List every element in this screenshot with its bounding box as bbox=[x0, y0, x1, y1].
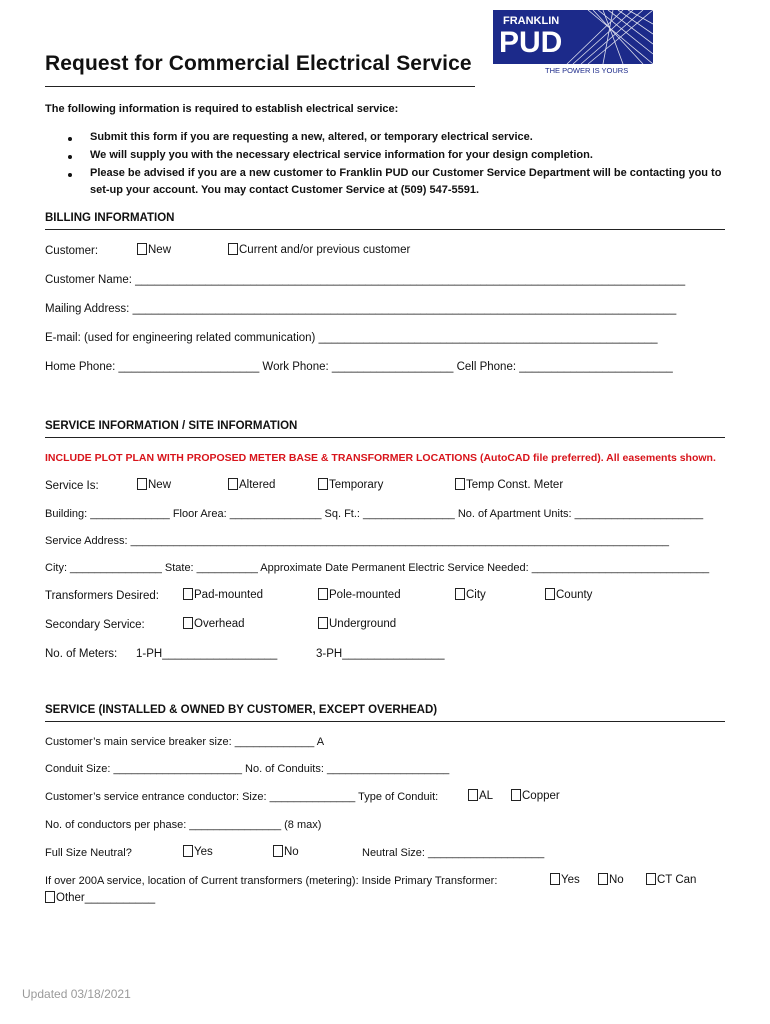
service-temporary-option[interactable] bbox=[318, 478, 383, 491]
ct-yes-checkbox[interactable] bbox=[550, 873, 560, 885]
bullet-dot bbox=[68, 173, 72, 177]
billing-rule bbox=[45, 229, 725, 230]
city-option[interactable] bbox=[455, 588, 486, 601]
service-temporary-label: Temporary bbox=[329, 479, 384, 491]
overhead-checkbox[interactable] bbox=[183, 617, 193, 629]
pad-mounted-option[interactable] bbox=[183, 588, 263, 601]
customer-new-label: New bbox=[148, 244, 172, 256]
neutral-label: Full Size Neutral? bbox=[45, 847, 132, 859]
mailing-address-field[interactable]: Mailing Address: _____________________________________________________________________________________ bbox=[45, 303, 677, 315]
neutral-no-label: No bbox=[284, 846, 299, 858]
neutral-yes-option[interactable] bbox=[183, 845, 213, 858]
ct-other-checkbox[interactable] bbox=[45, 891, 55, 903]
customer-current-checkbox[interactable] bbox=[228, 243, 238, 255]
conductor-field[interactable]: Customer’s service entrance conductor: Size: ______________ Type of Conduit: bbox=[45, 791, 439, 803]
bullet-1: Submit this form if you are requesting a new, altered, or temporary electrical service. bbox=[90, 131, 533, 143]
ct-other-label: Other___________ bbox=[56, 892, 156, 904]
service-new-label: New bbox=[148, 479, 172, 491]
title-underline bbox=[45, 86, 475, 87]
service-new-option[interactable] bbox=[137, 478, 171, 491]
service-temp-meter-option[interactable] bbox=[455, 478, 563, 491]
service-info-rule bbox=[45, 437, 725, 438]
conduit-fields[interactable]: Conduit Size: _____________________ No. of Conduits: ____________________ bbox=[45, 763, 450, 775]
bullet-dot bbox=[68, 155, 72, 159]
copper-label: Copper bbox=[522, 790, 560, 802]
conductors-per-phase-field[interactable]: No. of conductors per phase: _______________ (8 max) bbox=[45, 819, 322, 831]
plot-plan-note: INCLUDE PLOT PLAN WITH PROPOSED METER BASE & TRANSFORMER LOCATIONS (AutoCAD file preferred). All easements shown. bbox=[45, 452, 716, 464]
neutral-yes-checkbox[interactable] bbox=[183, 845, 193, 857]
ct-other-option[interactable] bbox=[45, 891, 155, 904]
pole-mounted-label: Pole-mounted bbox=[329, 589, 401, 601]
pad-mounted-label: Pad-mounted bbox=[194, 589, 264, 601]
copper-option[interactable] bbox=[511, 789, 560, 802]
bullet-3: Please be advised if you are a new customer to Franklin PUD our Customer Service Department will be contacting you to bbox=[90, 167, 722, 179]
ct-no-label: No bbox=[609, 874, 624, 886]
customer-current-option[interactable] bbox=[228, 243, 410, 256]
al-label: AL bbox=[479, 790, 494, 802]
ct-no-checkbox[interactable] bbox=[598, 873, 608, 885]
page-title: Request for Commercial Electrical Service bbox=[45, 52, 472, 75]
neutral-size-field[interactable]: Neutral Size: ___________________ bbox=[362, 847, 545, 859]
ct-no-option[interactable] bbox=[598, 873, 624, 886]
franklin-pud-logo bbox=[493, 10, 653, 76]
underground-option[interactable] bbox=[318, 617, 396, 630]
underground-checkbox[interactable] bbox=[318, 617, 328, 629]
service-altered-label: Altered bbox=[239, 479, 276, 491]
service-rule bbox=[45, 721, 725, 722]
one-ph-field[interactable]: 1-PH__________________ bbox=[136, 648, 278, 660]
logo-tagline: THE POWER IS YOURS bbox=[545, 66, 629, 75]
service-temp-meter-label: Temp Const. Meter bbox=[466, 479, 564, 491]
ct-location-label: If over 200A service, location of Current transformers (metering): Inside Primary Transformer: bbox=[45, 875, 498, 887]
bullet-2: We will supply you with the necessary electrical service information for your design completion. bbox=[90, 149, 593, 161]
bullet-dot bbox=[68, 137, 72, 141]
customer-name-field[interactable]: Customer Name: ______________________________________________________________________________________ bbox=[45, 274, 686, 286]
customer-new-checkbox[interactable] bbox=[137, 243, 147, 255]
underground-label: Underground bbox=[329, 618, 397, 630]
neutral-no-checkbox[interactable] bbox=[273, 845, 283, 857]
billing-header: BILLING INFORMATION bbox=[45, 212, 175, 224]
al-option[interactable] bbox=[468, 789, 493, 802]
neutral-yes-label: Yes bbox=[194, 846, 213, 858]
secondary-service-label: Secondary Service: bbox=[45, 619, 145, 631]
service-address-field[interactable]: Service Address: ________________________________________________________________________________________ bbox=[45, 535, 669, 547]
service-altered-option[interactable] bbox=[228, 478, 275, 491]
building-fields[interactable]: Building: _____________ Floor Area: _______________ Sq. Ft.: _______________ No. of Apartment Units: _____________________ bbox=[45, 508, 704, 520]
pole-mounted-option[interactable] bbox=[318, 588, 401, 601]
pole-mounted-checkbox[interactable] bbox=[318, 588, 328, 600]
meters-label: No. of Meters: bbox=[45, 648, 118, 660]
service-info-header: SERVICE INFORMATION / SITE INFORMATION bbox=[45, 420, 298, 432]
neutral-no-option[interactable] bbox=[273, 845, 299, 858]
overhead-option[interactable] bbox=[183, 617, 245, 630]
phone-fields[interactable]: Home Phone: ______________________ Work Phone: ___________________ Cell Phone: ________________________ bbox=[45, 361, 673, 373]
updated-date: Updated 03/18/2021 bbox=[22, 987, 131, 1001]
logo-line1: FRANKLIN bbox=[503, 15, 560, 27]
ct-yes-label: Yes bbox=[561, 874, 580, 886]
customer-new-option[interactable] bbox=[137, 243, 171, 256]
county-option[interactable] bbox=[545, 588, 592, 601]
overhead-label: Overhead bbox=[194, 618, 245, 630]
ct-can-label: CT Can bbox=[657, 874, 697, 886]
al-checkbox[interactable] bbox=[468, 789, 478, 801]
copper-checkbox[interactable] bbox=[511, 789, 521, 801]
city-label: City bbox=[466, 589, 486, 601]
county-label: County bbox=[556, 589, 593, 601]
customer-current-label: Current and/or previous customer bbox=[239, 244, 411, 256]
customer-label: Customer: bbox=[45, 245, 99, 257]
service-is-label: Service Is: bbox=[45, 480, 99, 492]
three-ph-field[interactable]: 3-PH________________ bbox=[316, 648, 445, 660]
logo-line2: PUD bbox=[499, 26, 563, 59]
city-checkbox[interactable] bbox=[455, 588, 465, 600]
breaker-size-field[interactable]: Customer’s main service breaker size: _____________ A bbox=[45, 736, 325, 748]
transformers-label: Transformers Desired: bbox=[45, 590, 159, 602]
bullet-3-cont: set-up your account. You may contact Customer Service at (509) 547-5591. bbox=[90, 184, 480, 196]
intro-text: The following information is required to establish electrical service: bbox=[45, 103, 399, 115]
service-header: SERVICE (INSTALLED & OWNED BY CUSTOMER, EXCEPT OVERHEAD) bbox=[45, 704, 438, 716]
service-altered-checkbox[interactable] bbox=[228, 478, 238, 490]
county-checkbox[interactable] bbox=[545, 588, 555, 600]
email-field[interactable]: E-mail: (used for engineering related communication) _____________________________________________________ bbox=[45, 332, 658, 344]
service-new-checkbox[interactable] bbox=[137, 478, 147, 490]
service-temp-meter-checkbox[interactable] bbox=[455, 478, 465, 490]
city-state-date-fields[interactable]: City: _______________ State: __________ Approximate Date Permanent Electric Service Needed: _____________________________ bbox=[45, 562, 710, 574]
pad-mounted-checkbox[interactable] bbox=[183, 588, 193, 600]
service-temporary-checkbox[interactable] bbox=[318, 478, 328, 490]
ct-can-checkbox[interactable] bbox=[646, 873, 656, 885]
ct-can-option[interactable] bbox=[646, 873, 696, 886]
ct-yes-option[interactable] bbox=[550, 873, 580, 886]
